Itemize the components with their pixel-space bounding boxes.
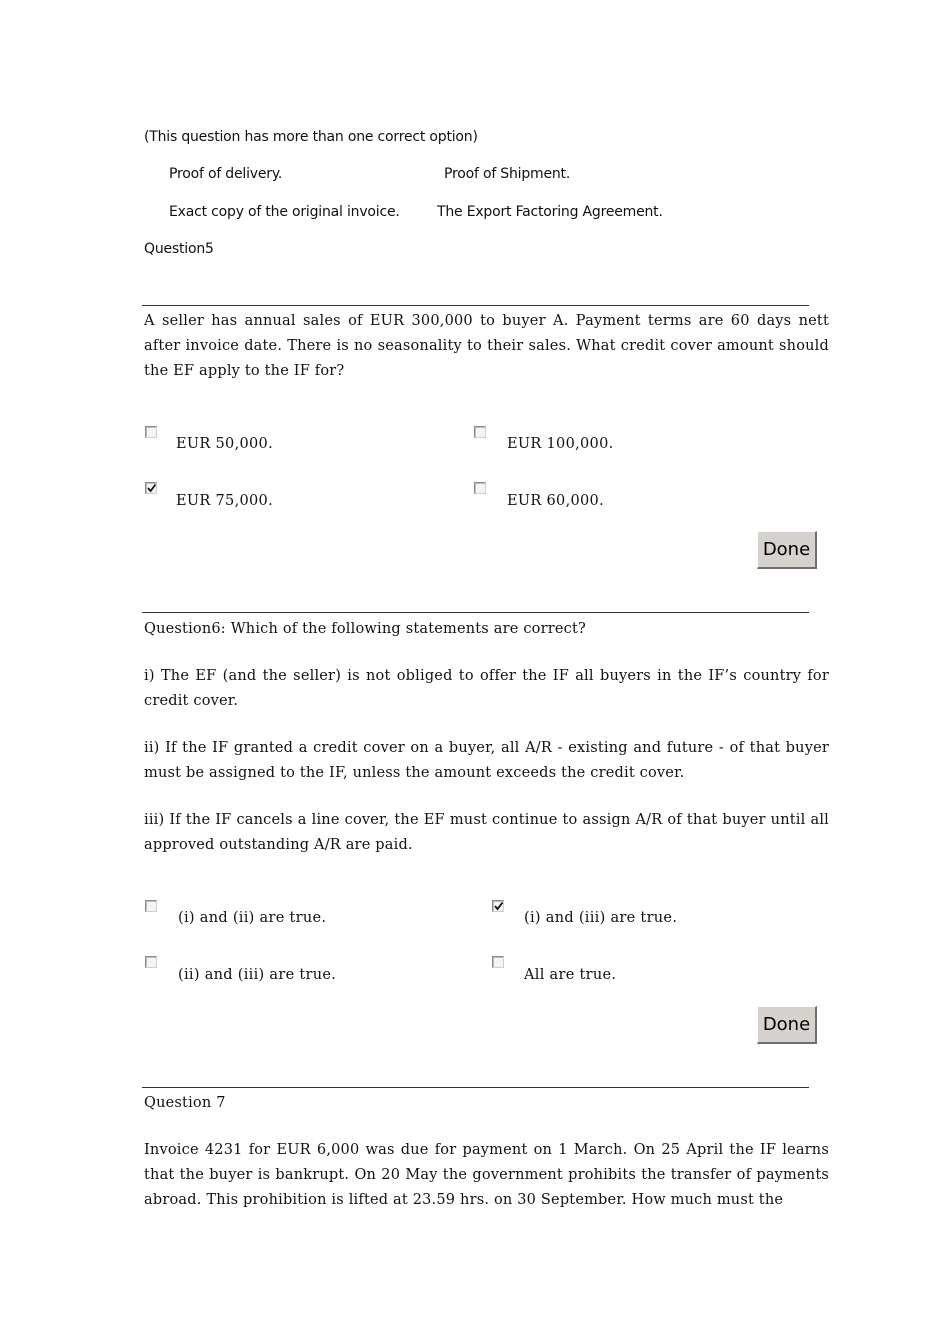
section-divider (142, 612, 809, 613)
q6-done-button[interactable]: Done (757, 1006, 817, 1044)
q5-option-label-3: EUR 75,000. (176, 493, 273, 509)
q4-option-invoice-copy: Exact copy of the original invoice. (169, 204, 400, 220)
section-divider (142, 305, 809, 306)
checkmark-icon (146, 483, 157, 494)
q6-checkbox-1[interactable] (145, 900, 157, 912)
q6-checkbox-4[interactable] (492, 956, 504, 968)
q6-option-label-1: (i) and (ii) are true. (178, 910, 327, 926)
q5-checkbox-4[interactable] (474, 482, 486, 494)
question6-statement-2: ii) If the IF granted a credit cover on a buyer, all A/R - existing and future - of that buyer must be assigned to the IF, unless the amount exceeds the credit cover. (144, 740, 829, 781)
q5-checkbox-1[interactable] (145, 426, 157, 438)
section-divider (142, 1087, 809, 1088)
q4-option-proof-of-delivery: Proof of delivery. (169, 166, 283, 182)
question6-title: Question6: Which of the following statements are correct? (144, 621, 586, 637)
multi-option-note: (This question has more than one correct option) (144, 129, 478, 145)
question6-statement-1: i) The EF (and the seller) is not obliged to offer the IF all buyers in the IF’s country for credit cover. (144, 668, 829, 709)
q5-option-label-4: EUR 60,000. (507, 493, 604, 509)
q6-checkbox-2[interactable] (492, 900, 504, 912)
question6-statement-3: iii) If the IF cancels a line cover, the EF must continue to assign A/R of that buyer until all approved outstanding A/R are paid. (144, 812, 829, 853)
q4-option-factoring-agreement: The Export Factoring Agreement. (437, 204, 663, 220)
q5-option-label-2: EUR 100,000. (507, 436, 614, 452)
q4-option-proof-of-shipment: Proof of Shipment. (444, 166, 571, 182)
question7-text: Invoice 4231 for EUR 6,000 was due for payment on 1 March. On 25 April the IF learns that the buyer is bankrupt. On 20 May the government prohibits the transfer of payments abroad. This prohibition is lifted at 23.59 hrs. on 30 September. How much must the (144, 1142, 829, 1208)
q6-option-label-2: (i) and (iii) are true. (524, 910, 678, 926)
q6-option-label-3: (ii) and (iii) are true. (178, 967, 337, 983)
question5-label: Question5 (144, 241, 214, 257)
q6-checkbox-3[interactable] (145, 956, 157, 968)
q6-option-label-4: All are true. (524, 967, 617, 983)
q5-option-label-1: EUR 50,000. (176, 436, 273, 452)
question5-text: A seller has annual sales of EUR 300,000 to buyer A. Payment terms are 60 days nett after invoice date. There is no seasonality to their sales. What credit cover amount should the EF apply to the IF for? (144, 313, 829, 379)
q5-done-button[interactable]: Done (757, 531, 817, 569)
question7-title: Question 7 (144, 1095, 226, 1111)
q5-checkbox-3[interactable] (145, 482, 157, 494)
q5-checkbox-2[interactable] (474, 426, 486, 438)
checkmark-icon (493, 901, 504, 912)
